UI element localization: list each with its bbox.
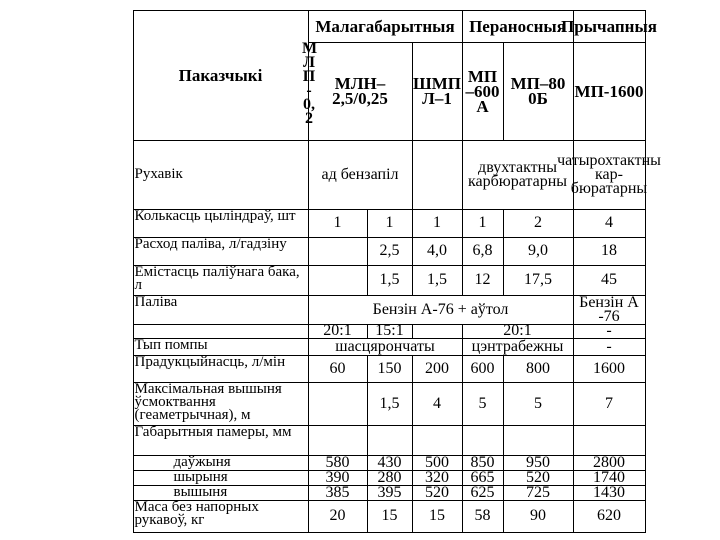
row-label (133, 425, 309, 456)
cell-text: Тып помпы (134, 336, 208, 353)
header-model (573, 42, 646, 141)
cell-text: 390 (325, 468, 350, 486)
value-cell (503, 425, 574, 456)
cell-text: даўжыня (173, 453, 231, 470)
cell-text: 2 (534, 214, 542, 231)
cell-text: 725 (526, 483, 550, 501)
cell-text: Малагабарытныя (315, 16, 455, 36)
cell-text: Габарытныя памеры, мм (134, 423, 292, 440)
row-label (133, 500, 309, 533)
value-cell (462, 338, 574, 356)
value-cell (503, 237, 574, 266)
cell-text: 2800 (593, 453, 625, 471)
row-label (133, 382, 309, 426)
cell-text: 620 (597, 507, 621, 524)
cell-text: 1 (333, 214, 342, 231)
cell-text: 4 (605, 214, 613, 231)
cell-text: 58 (474, 507, 491, 524)
cell-text: Паказчыкі (178, 65, 263, 85)
value-cell (462, 265, 504, 296)
value-cell (308, 500, 368, 533)
value-cell (308, 338, 463, 356)
cell-text: цэнтрабежны (471, 337, 564, 355)
cell-text: Пераносныя (469, 16, 566, 36)
value-cell (462, 324, 574, 339)
row-label (133, 295, 309, 325)
value-cell (573, 425, 646, 456)
value-cell (412, 355, 463, 383)
value-cell (503, 485, 574, 501)
value-cell (462, 425, 504, 456)
cell-text: 1600 (593, 359, 625, 377)
cell-text: Маса без напорных рукавоў, кг (134, 498, 259, 528)
value-cell (573, 382, 646, 426)
value-cell (462, 355, 504, 383)
cell-text: шасцярончаты (335, 337, 435, 355)
value-cell (367, 500, 413, 533)
value-cell (462, 500, 504, 533)
value-cell (308, 355, 368, 383)
cell-text: вышыня (173, 483, 228, 500)
cell-text: 20:1 (503, 322, 532, 339)
cell-text: 1430 (593, 483, 625, 501)
cell-text: 5 (534, 394, 542, 412)
value-cell (573, 485, 646, 501)
cell-text: 950 (526, 453, 550, 471)
cell-text: 1,5 (427, 271, 447, 288)
header-indicators (133, 10, 309, 141)
value-cell (573, 209, 646, 238)
cell-text: 6,8 (472, 242, 493, 259)
cell-text: МП –600 А (465, 66, 500, 116)
cell-text: 18 (601, 242, 617, 259)
cell-text: 600 (470, 359, 495, 377)
engine-cell (308, 140, 413, 210)
row-label (133, 338, 309, 356)
cell-text: 4 (433, 394, 441, 412)
cell-text: 150 (377, 359, 402, 377)
value-cell (367, 265, 413, 296)
cell-text: МЛН–2,5/0,25 (332, 74, 388, 108)
cell-text: МП-1600 (574, 81, 644, 101)
cell-text: 90 (530, 507, 546, 524)
row-label (133, 209, 309, 238)
cell-text: 280 (377, 468, 402, 486)
cell-text: 5 (478, 394, 487, 412)
value-cell (503, 382, 574, 426)
value-cell (308, 485, 368, 501)
value-cell (308, 324, 368, 339)
value-cell (412, 500, 463, 533)
value-cell (573, 265, 646, 296)
value-cell (308, 209, 368, 238)
model-header-mlp: МЛП-0,2 (302, 40, 318, 127)
row-label (133, 237, 309, 266)
value-cell (462, 382, 504, 426)
cell-text: 17,5 (524, 271, 552, 288)
cell-text: 320 (425, 468, 449, 486)
value-cell (367, 355, 413, 383)
cell-text: 625 (470, 483, 495, 501)
value-cell (412, 324, 463, 339)
cell-text: 800 (526, 359, 550, 377)
cell-text: 1 (385, 214, 394, 231)
value-cell (573, 237, 646, 266)
cell-text: 200 (425, 359, 449, 377)
cell-text: Паліва (134, 293, 178, 310)
cell-text: 520 (526, 468, 550, 486)
header-model (308, 42, 413, 141)
cell-text: двухтактны карбюратарны (467, 158, 567, 190)
cell-text: 395 (377, 483, 402, 501)
row-label (133, 140, 309, 210)
row-label (133, 265, 309, 296)
value-cell (367, 485, 413, 501)
cell-text: ШМП Л–1 (413, 74, 461, 108)
value-cell (412, 237, 463, 266)
cell-text: 60 (329, 359, 346, 377)
header-group-portable (462, 10, 574, 43)
cell-text: 1,5 (379, 271, 400, 288)
value-cell (367, 382, 413, 426)
cell-text: 9,0 (528, 242, 548, 259)
cell-text: - (606, 337, 612, 355)
value-cell (367, 425, 413, 456)
cell-text: 12 (474, 271, 491, 288)
cell-text: 15:1 (375, 322, 404, 339)
cell-text: Прычапныя (561, 16, 657, 36)
cell-text: 1,5 (379, 394, 400, 412)
header-group-small (308, 10, 463, 43)
cell-text: чатырохтактны кар-бюратарны (557, 151, 661, 197)
value-cell (462, 237, 504, 266)
row-label (133, 355, 309, 383)
cell-text: 2,5 (379, 242, 400, 259)
cell-text: 15 (429, 507, 445, 524)
cell-text: Колькасць цыліндраў, шт (134, 207, 296, 224)
value-cell (308, 425, 368, 456)
cell-text: Расход паліва, л/гадзіну (134, 235, 287, 252)
fuel-cell (308, 295, 574, 325)
cell-text: Бензін А -76 (579, 293, 639, 325)
value-cell (367, 324, 413, 339)
value-cell (573, 500, 646, 533)
cell-text: МП–80 0Б (510, 74, 566, 108)
header-model (503, 42, 574, 141)
fuel-cell (573, 295, 646, 325)
cell-text: - (606, 322, 612, 339)
cell-text: 385 (325, 483, 350, 501)
cell-text: Максімальная вышыня ўсмоктвання (геаметрычная), м (134, 380, 282, 423)
cell-text: 1 (433, 214, 441, 231)
value-cell (462, 209, 504, 238)
value-cell (367, 209, 413, 238)
cell-text: 580 (325, 453, 350, 471)
cell-text: 850 (470, 453, 495, 471)
cell-text: Емістасць паліўнага бака, л (134, 263, 300, 293)
cell-text: 520 (425, 483, 449, 501)
value-cell (503, 265, 574, 296)
value-cell (308, 382, 368, 426)
cell-text: 15 (381, 507, 398, 524)
cell-text: шырыня (173, 468, 228, 485)
value-cell (412, 265, 463, 296)
value-cell (573, 338, 646, 356)
value-cell (573, 355, 646, 383)
value-cell (412, 485, 463, 501)
value-cell (462, 485, 504, 501)
value-cell (412, 425, 463, 456)
header-group-trailed (561, 10, 657, 43)
value-cell (503, 355, 574, 383)
table-cell (412, 140, 463, 210)
value-cell (412, 382, 463, 426)
cell-text: 665 (470, 468, 495, 486)
cell-text: Рухавік (134, 166, 183, 182)
cell-text: Прадукцыйнасць, л/мін (134, 353, 286, 370)
value-cell (367, 237, 413, 266)
value-cell (308, 237, 368, 266)
cell-text: ад бензапіл (321, 165, 399, 183)
value-cell (573, 324, 646, 339)
cell-text: 45 (601, 271, 617, 288)
cell-text: 500 (425, 453, 449, 471)
header-model (412, 42, 463, 141)
cell-text: 1740 (593, 468, 625, 486)
engine-cell (557, 140, 661, 210)
value-cell (308, 265, 368, 296)
cell-text: Бензін А-76 + аўтол (372, 300, 509, 318)
value-cell (503, 209, 574, 238)
cell-text: 7 (605, 394, 613, 412)
cell-text: 20 (329, 507, 346, 524)
cell-text: 4,0 (427, 242, 447, 259)
cell-text: 20:1 (323, 322, 352, 339)
cell-text: 1 (478, 214, 487, 231)
value-cell (412, 209, 463, 238)
cell-text: 430 (377, 453, 402, 471)
header-model (462, 42, 504, 141)
value-cell (503, 500, 574, 533)
